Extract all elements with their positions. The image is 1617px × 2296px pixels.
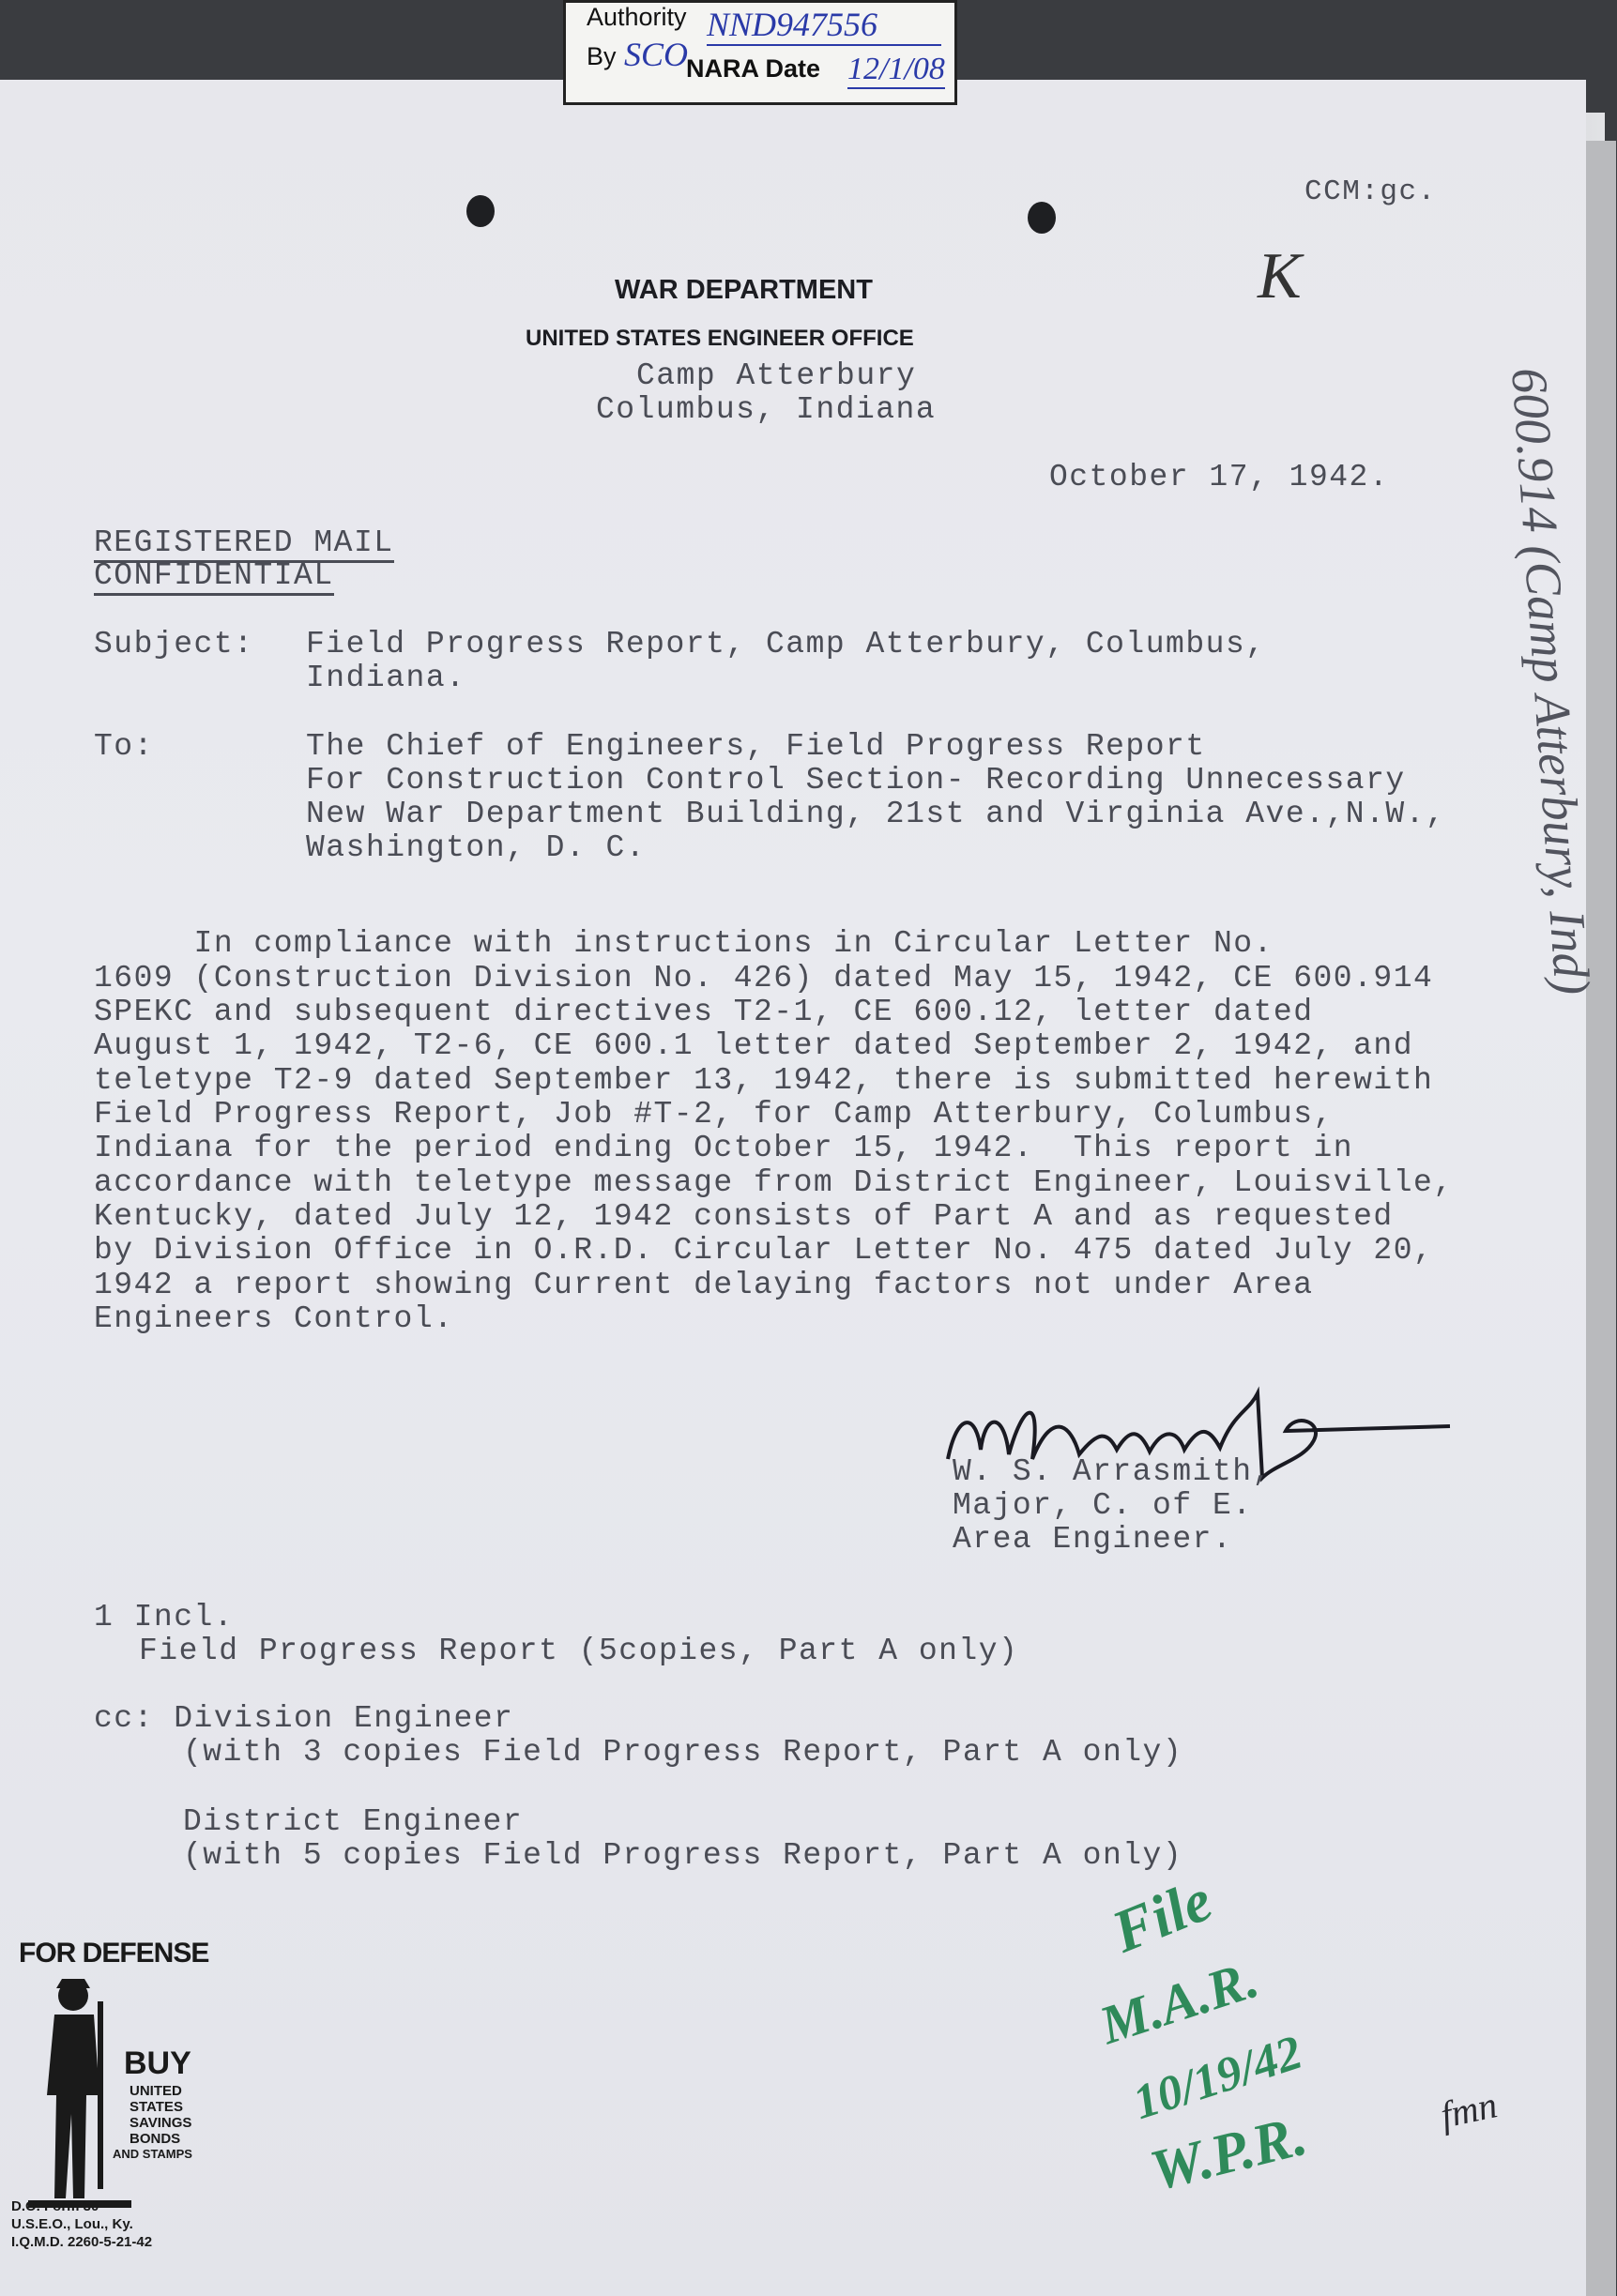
- body-line: by Division Office in O.R.D. Circular Letter No. 475 dated July 20,: [94, 1233, 1434, 1268]
- letter-date: October 17, 1942.: [1049, 460, 1390, 494]
- handwritten-k: K: [1258, 240, 1302, 312]
- bond-line: BUY: [124, 2045, 191, 2081]
- nara-date-value: 12/1/08: [847, 52, 945, 89]
- body-line: August 1, 1942, T2-6, CE 600.1 letter dated September 2, 1942, and: [94, 1028, 1414, 1063]
- punch-hole: [1028, 202, 1056, 234]
- addressee-line: Washington, D. C.: [306, 830, 647, 865]
- body-line: SPEKC and subsequent directives T2-1, CE 600.12, letter dated: [94, 995, 1314, 1029]
- authority-label: Authority: [587, 3, 687, 31]
- reference-initials: CCM:gc.: [1304, 175, 1437, 208]
- authority-value: NND947556: [707, 5, 941, 46]
- enclosure-count: 1 Incl.: [94, 1600, 235, 1635]
- bond-line: UNITED: [130, 2083, 182, 2099]
- body-line: 1942 a report showing Current delaying factors not under Area: [94, 1268, 1314, 1302]
- handwritten-initials: fmn: [1436, 2083, 1502, 2136]
- nara-date-label: NARA Date: [686, 54, 821, 83]
- subject-line: Indiana.: [306, 661, 466, 695]
- body-line: 1609 (Construction Division No. 426) dated May 15, 1942, CE 600.914: [94, 961, 1434, 996]
- file-stamp-line: W.P.R.: [1144, 2103, 1313, 2204]
- bond-line: SAVINGS: [130, 2115, 192, 2131]
- signer-name: W. S. Arrasmith,: [953, 1454, 1273, 1489]
- bond-line: FOR DEFENSE: [19, 1938, 209, 1969]
- form-line: I.Q.M.D. 2260-5-21-42: [11, 2234, 153, 2250]
- file-stamp-line: 10/19/42: [1126, 2025, 1309, 2131]
- body-line: Field Progress Report, Job #T-2, for Camp Atterbury, Columbus,: [94, 1097, 1334, 1132]
- cc-line: (with 3 copies Field Progress Report, Part A only): [183, 1735, 1183, 1770]
- to-label: To:: [94, 729, 154, 764]
- body-line: accordance with teletype message from District Engineer, Louisville,: [94, 1165, 1454, 1200]
- registered-mail-label: REGISTERED MAIL: [94, 525, 394, 563]
- cc-line: cc: Division Engineer: [94, 1701, 514, 1736]
- addressee-line: New War Department Building, 21st and Virginia Ave.,N.W.,: [306, 797, 1446, 831]
- signer-title: Area Engineer.: [953, 1522, 1233, 1557]
- office-heading: UNITED STATES ENGINEER OFFICE: [526, 326, 914, 351]
- by-value: SCO: [624, 36, 689, 73]
- subject-label: Subject:: [94, 627, 254, 661]
- punch-hole: [466, 195, 495, 227]
- bond-line: BONDS: [130, 2131, 181, 2147]
- body-line: Engineers Control.: [94, 1301, 454, 1336]
- minuteman-icon: [28, 1973, 131, 2208]
- bond-line: STATES: [130, 2099, 183, 2115]
- addressee-line: The Chief of Engineers, Field Progress Report: [306, 729, 1206, 764]
- body-line: teletype T2-9 dated September 13, 1942, there is submitted herewith: [94, 1063, 1434, 1098]
- camp-line: Camp Atterbury: [636, 358, 917, 393]
- form-line: D.O. Form 30: [11, 2198, 99, 2214]
- enclosure-description: Field Progress Report (5copies, Part A only): [139, 1634, 1019, 1668]
- body-line: In compliance with instructions in Circular Letter No.: [94, 926, 1274, 961]
- file-stamp-line: M.A.R.: [1092, 1947, 1266, 2057]
- bond-line: AND STAMPS: [113, 2147, 192, 2161]
- subject-line: Field Progress Report, Camp Atterbury, Columbus,: [306, 627, 1266, 661]
- margin-file-note: 600.914 (Camp Atterbury, Ind): [1501, 366, 1601, 997]
- letter-page: [0, 80, 1586, 2296]
- form-line: U.S.E.O., Lou., Ky.: [11, 2216, 133, 2232]
- confidential-label: CONFIDENTIAL: [94, 558, 334, 596]
- body-line: Kentucky, dated July 12, 1942 consists of Part A and as requested: [94, 1199, 1394, 1234]
- department-heading: WAR DEPARTMENT: [615, 275, 873, 305]
- cc-line: (with 5 copies Field Progress Report, Part A only): [183, 1838, 1183, 1873]
- nara-authority-stamp: [563, 0, 957, 105]
- signer-rank: Major, C. of E.: [953, 1488, 1253, 1523]
- city-line: Columbus, Indiana: [596, 392, 937, 427]
- by-label: By: [587, 42, 617, 70]
- form-footnote: [11, 2197, 152, 2251]
- addressee-line: For Construction Control Section- Recording Unnecessary: [306, 763, 1406, 798]
- cc-line: District Engineer: [183, 1804, 524, 1839]
- body-line: Indiana for the period ending October 15, 1942. This report in: [94, 1131, 1354, 1165]
- file-stamp-line: File: [1103, 1865, 1221, 1966]
